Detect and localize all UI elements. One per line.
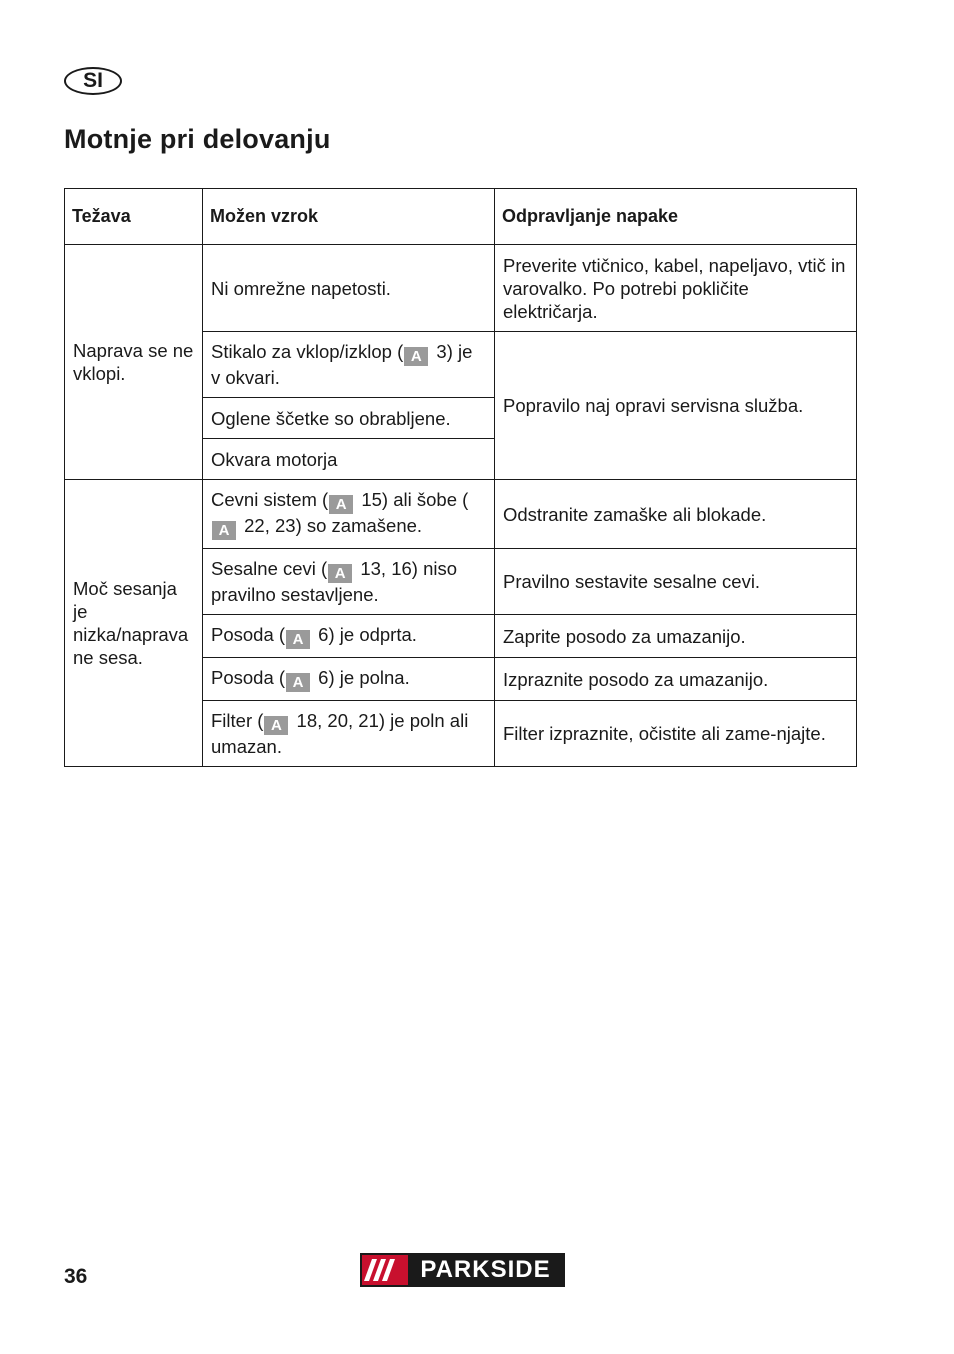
header-problem: Težava — [65, 189, 203, 245]
figure-a-badge: A — [404, 347, 428, 366]
remedy-cell: Pravilno sestavite sesalne cevi. — [495, 549, 857, 615]
table-row — [65, 480, 857, 549]
header-cause: Možen vzrok — [203, 189, 495, 245]
cause-cell: Cevni sistem ( A 15) ali šobe (A 22, 23) so zamašene. — [203, 480, 495, 549]
table-header-row — [65, 189, 857, 245]
figure-a-badge: A — [329, 495, 353, 514]
troubleshooting-table — [64, 188, 857, 767]
language-badge: SI — [64, 67, 122, 95]
page-title: Motnje pri delovanju — [64, 124, 331, 154]
header-remedy: Odpravljanje napake — [495, 189, 857, 245]
cause-cell: Posoda ( A 6) je polna. — [203, 658, 495, 701]
remedy-cell: Izpraznite posodo za umazanijo. — [495, 658, 857, 701]
remedy-cell: Preverite vtičnico, kabel, napeljavo, vtič in varovalko. Po potrebi pokličite električarja. — [495, 245, 857, 332]
cause-cell: Filter ( A 18, 20, 21) je poln ali umazan. — [203, 701, 495, 767]
cause-cell: Posoda ( A 6) je odprta. — [203, 615, 495, 658]
problem-cell: Naprava se ne vklopi. — [65, 245, 203, 480]
figure-a-badge: A — [264, 716, 288, 735]
problem-cell: Moč sesanja je nizka/naprava ne sesa. — [65, 480, 203, 767]
page-number: 36 — [64, 1265, 88, 1288]
figure-a-badge: A — [328, 564, 352, 583]
cause-cell: Ni omrežne napetosti. — [203, 245, 495, 332]
remedy-cell: Popravilo naj opravi servisna služba. — [495, 332, 857, 480]
figure-a-badge: A — [286, 673, 310, 692]
remedy-cell: Filter izpraznite, očistite ali zame-njajte. — [495, 701, 857, 767]
cause-cell: Oglene ščetke so obrabljene. — [203, 398, 495, 439]
cause-cell: Okvara motorja — [203, 439, 495, 480]
cause-cell: Stikalo za vklop/izklop ( A 3) je v okvari. — [203, 332, 495, 398]
logo-slashes-icon — [362, 1255, 408, 1285]
figure-a-badge: A — [212, 521, 236, 540]
figure-a-badge: A — [286, 630, 310, 649]
table-row — [65, 245, 857, 332]
brand-name: PARKSIDE — [408, 1255, 563, 1285]
brand-logo — [360, 1253, 565, 1287]
remedy-cell: Odstranite zamaške ali blokade. — [495, 480, 857, 549]
remedy-cell: Zaprite posodo za umazanijo. — [495, 615, 857, 658]
cause-cell: Sesalne cevi ( A 13, 16) niso pravilno sestavljene. — [203, 549, 495, 615]
